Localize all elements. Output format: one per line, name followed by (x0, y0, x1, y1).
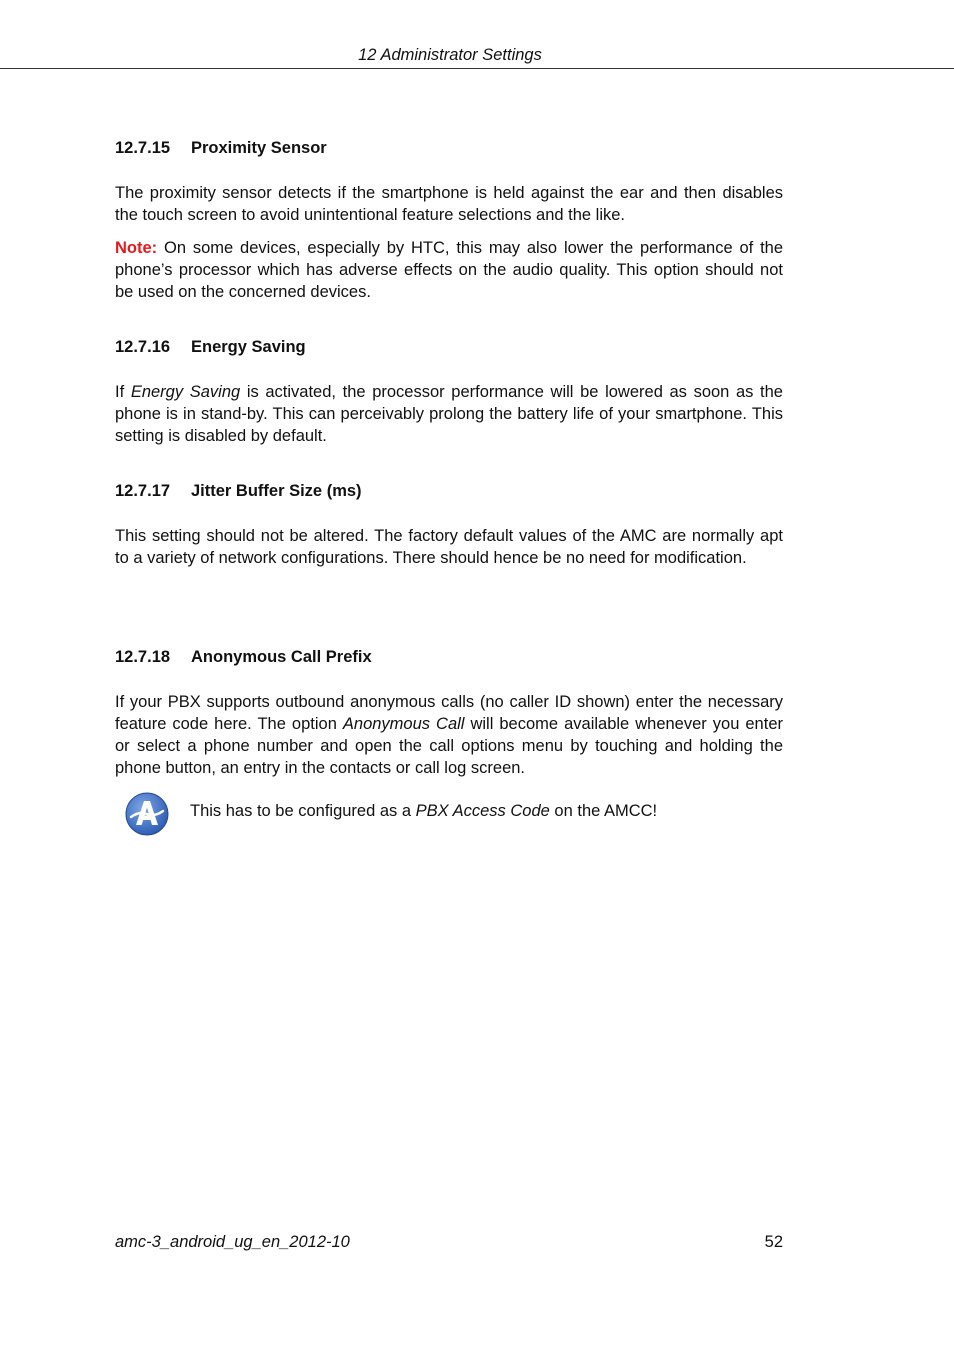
body-text: If (115, 383, 131, 401)
section-title: Energy Saving (191, 338, 306, 356)
section-body-energy-saving (115, 381, 783, 447)
section-number: 12.7.17 (115, 482, 171, 500)
amcc-hint-icon (125, 792, 169, 836)
note-paragraph (115, 237, 783, 303)
body-text: If your PBX supports outbound anonymous calls (no caller ID shown) enter the necessary feature code here. The option (115, 693, 783, 733)
body-emphasis: Anonymous Call (342, 715, 465, 733)
body-text: is activated, the processor performance will be lowered as soon as the phone is in stand-by. This can perceivably prolong the battery life of your smartphone. This setting is disabled by default. (115, 383, 783, 445)
header-rule (0, 68, 954, 69)
section-heading-energy-saving (115, 338, 306, 357)
note-text: On some devices, especially by HTC, this may also lower the performance of the phone’s processor which has adverse effects on the audio quality. This option should not be used on the concerned devices. (115, 239, 783, 301)
section-number: 12.7.15 (115, 139, 171, 157)
running-header: 12 Administrator Settings (358, 46, 542, 64)
section-heading-proximity-sensor (115, 139, 327, 158)
hint-text-part: on the AMCC! (549, 802, 658, 820)
section-body-proximity-sensor: The proximity sensor detects if the smartphone is held against the ear and then disables the touch screen to avoid unintentional feature selections and the like. (115, 184, 783, 224)
section-number: 12.7.16 (115, 338, 171, 356)
section-heading-jitter-buffer (115, 482, 362, 501)
section-title: Proximity Sensor (191, 139, 327, 157)
section-body-anonymous-call-prefix (115, 691, 783, 779)
amcc-hint (125, 792, 785, 836)
section-title: Anonymous Call Prefix (191, 648, 372, 666)
document-id: amc-3_android_ug_en_2012-10 (115, 1233, 350, 1251)
page-number: 52 (764, 1233, 783, 1251)
body-emphasis: Energy Saving (130, 383, 241, 401)
hint-emphasis: PBX Access Code (415, 802, 550, 820)
hint-text-part: This has to be configured as a (190, 802, 416, 820)
section-number: 12.7.18 (115, 648, 171, 666)
body-text: will become available whenever you enter or select a phone number and open the call options menu by touching and holding the phone button, an entry in the contacts or call log screen. (115, 715, 783, 777)
section-title: Jitter Buffer Size (ms) (191, 482, 362, 500)
note-label: Note: (115, 239, 158, 257)
section-heading-anonymous-call-prefix (115, 648, 372, 667)
section-body-jitter-buffer: This setting should not be altered. The factory default values of the AMC are normally apt to a variety of network configurations. There should hence be no need for modification. (115, 527, 783, 567)
hint-text (190, 800, 657, 822)
